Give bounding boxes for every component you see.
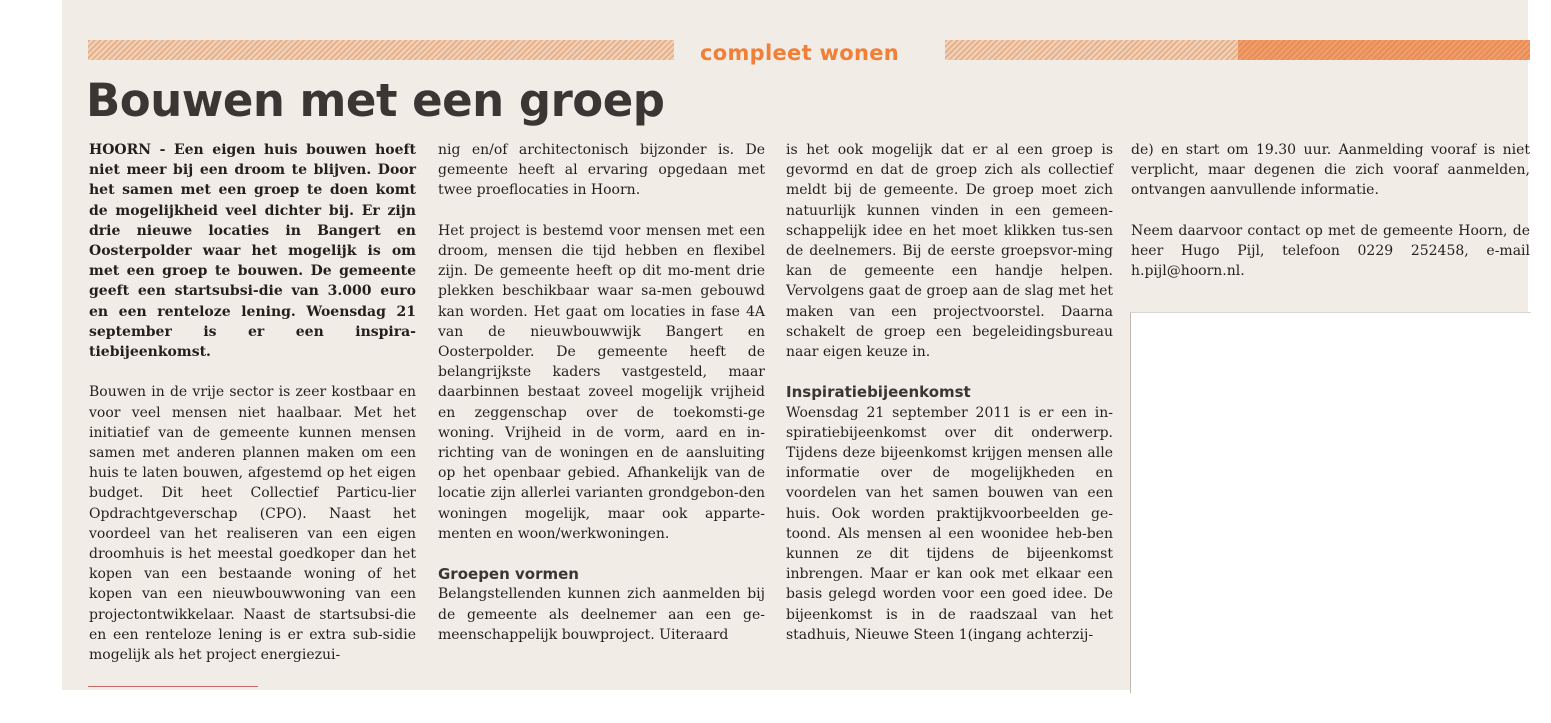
article-column-4 [1131,140,1530,281]
article-paragraph: Het project is bestemd voor mensen met een droom, mensen die tijd hebben en flexibel zijn. De gemeente heeft op dit mo-ment drie plekken beschikbaar waar sa-men gebouwd kan worden. Het gaat om locaties in fase 4A van de nieuwbouwwijk Bangert en Oosterpolder. De gemeente heeft de belangrijkste kaders vastgesteld, maar daarbinnen bestaat zoveel mogelijk vrijheid en zeggenschap over de toekomsti-ge woning. Vrijheid in de vorm, aard en in-richting van de woningen en de aansluiting op het openbaar gebied. Afhankelijk van de locatie zijn allerlei varianten grondgebon-den woningen mogelijk, maar ook apparte-menten en woon/werkwoningen. [438,222,765,542]
article-paragraph: de) en start om 19.30 uur. Aanmelding vooraf is niet verplicht, maar degenen die zich vooraf aanmelden, ontvangen aanvullende informatie. [1131,142,1530,199]
article-column-2 [438,140,765,645]
article-paragraph: Woensdag 21 september 2011 is er een in-spiratiebijeenkomst over dit onderwerp. Tijdens deze bijeenkomst krijgen mensen alle informatie over de mogelijkheden en voordelen van het samen bouwen van een huis. Ook worden praktijkvoorbeelden ge-toond. Als mensen al een woonidee heb-ben kunnen ze dit tijdens de bijeenkomst inbrengen. Maar er kan ook met elkaar een basis gelegd worden voor een goed idee. De bijeenkomst is in de raadszaal van het stadhuis, Nieuwe Steen 1(ingang achterzij- [786,404,1113,643]
bottom-rule [88,686,258,687]
article-column-3 [786,140,1113,645]
article-paragraph: Bouwen in de vrije sector is zeer kostbaar en voor veel mensen niet haalbaar. Met het initiatief van de gemeente kunnen mensen samen met anderen plannen maken om een huis te laten bouwen, afgestemd op het eigen budget. Dit heet Collectief Particu-lier Opdrachtgeverschap (CPO). Naast het voordeel van het realiseren van een eigen droomhuis is het meestal goedkoper dan het kopen van een bestaande woning of het kopen van een nieuwbouwwoning van een projectontwikkelaar. Naast de startsubsi-die en een renteloze lening is er extra sub-sidie mogelijk als het project energiezui- [89,384,416,664]
article-headline: Bouwen met een groep [86,74,665,127]
contact-paragraph: Neem daarvoor contact op met de gemeente Hoorn, de heer Hugo Pijl, telefoon 0229 252458, e-mail h.pijl@hoorn.nl. [1131,222,1530,280]
article-column-1 [89,140,416,665]
section-stripe-right [945,40,1238,60]
article-lead: HOORN - Een eigen huis bouwen hoeft niet meer bij een droom te blijven. Door het samen met een groep te doen komt de mogelijkheid veel dichter bij. Er zijn drie nieuwe locaties in Bangert en Oosterpolder waar het mogelijk is om met een groep te bouwen. De gemeente geeft een startsubsi-die van 3.000 euro en een renteloze lening. Woensdag 21 september is er een inspira-tiebijeenkomst. [89,142,416,361]
clipping-cutout-area [1130,312,1531,693]
section-label: compleet wonen [700,41,899,65]
article-paragraph: nig en/of architectonisch bijzonder is. De gemeente heeft al ervaring opgedaan met twee proeflocaties in Hoorn. [438,142,765,199]
article-paragraph: is het ook mogelijk dat er al een groep is gevormd en dat de groep zich als collectief meldt bij de gemeente. De groep moet zich natuurlijk kunnen vinden in een gemeen-schappelijk idee en het moet klikken tus-sen de deelnemers. Bij de eerste groepsvor-ming kan de gemeente een handje helpen. Vervolgens gaat de groep aan de slag met het maken van een projectvoorstel. Daarna schakelt de groep een begeleidingsbureau naar eigen keuze in. [786,142,1113,361]
article-subheading: Groepen vormen [438,565,579,584]
section-stripe-right-accent [1238,40,1530,60]
article-paragraph: Belangstellenden kunnen zich aanmelden bij de gemeente als deelnemer aan een ge-meenschappelijk bouwproject. Uiteraard [438,586,765,643]
section-stripe-left [88,40,674,60]
article-subheading: Inspiratiebijeenkomst [786,383,971,402]
